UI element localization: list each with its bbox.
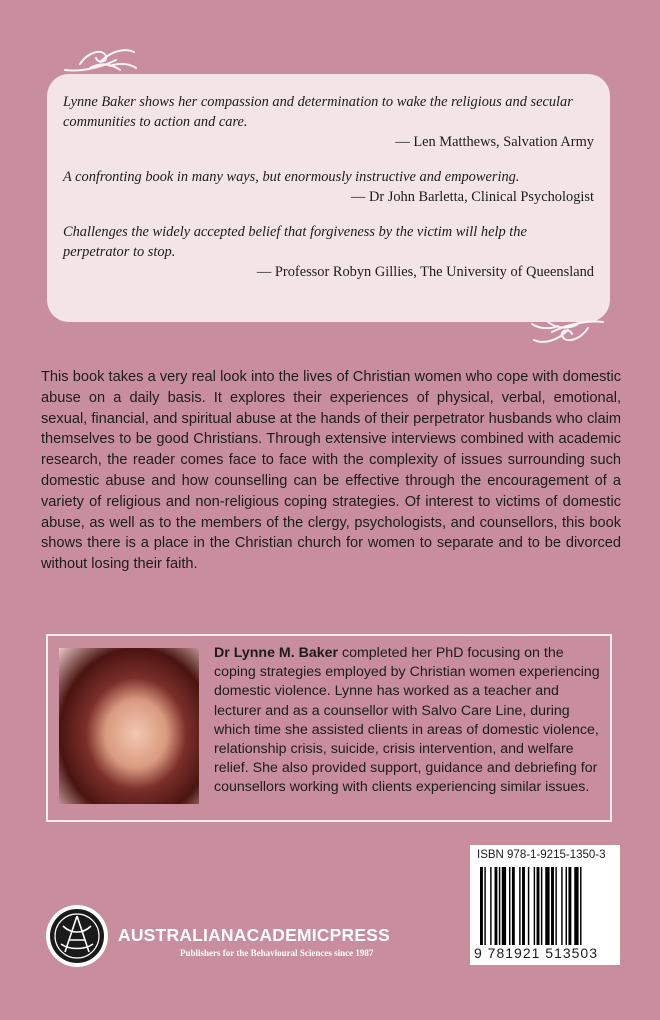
testimonial-text: A confronting book in many ways, but enormously instructive and empowering. (63, 169, 520, 185)
testimonial-attribution: — Len Matthews, Salvation Army (395, 134, 594, 150)
author-bio-text: completed her PhD focusing on the coping strategies employed by Christian women experiencing domestic violence. Lynne has worked as a teacher and lecturer and as a counsellor with Salvo Care Line, during which time she assisted clients in areas of domestic violence, relationship crisis, suicide, crisis intervention, and welfare relief. She also provided support, guidance and debriefing for counsellors working with clients experiencing similar issues. (214, 645, 600, 796)
testimonial-text: Lynne Baker shows her compassion and determination to wake the religious and secular communities to action and care. (63, 94, 573, 130)
barcode-icon (480, 867, 610, 945)
publisher-logo-icon (45, 904, 109, 968)
testimonial-attribution: — Dr John Barletta, Clinical Psychologist (350, 189, 594, 205)
author-name: Dr Lynne M. Baker (214, 645, 339, 661)
flourish-bottom-icon (528, 314, 608, 350)
testimonial (63, 222, 594, 283)
testimonial-attribution: — Professor Robyn Gillies, The University of Queensland (256, 264, 594, 280)
testimonial-text: Challenges the widely accepted belief that forgiveness by the victim will help the perpetrator to stop. (63, 224, 527, 260)
publisher-tagline: Publishers for the Behavioural Sciences since 1987 (180, 948, 374, 958)
testimonial (63, 167, 594, 208)
flourish-top-icon (60, 42, 140, 78)
isbn-digits: 9 781921 513503 (474, 945, 598, 961)
isbn-label: ISBN 978-1-9215-1350-3 (477, 849, 606, 861)
author-bio (214, 644, 606, 798)
testimonials-box (47, 74, 610, 322)
isbn-barcode-box (470, 845, 620, 965)
author-bio-box (46, 634, 612, 822)
publisher-name: AUSTRALIANACADEMICPRESS (118, 925, 390, 945)
book-description: This book takes a very real look into the lives of Christian women who cope with domestic abuse on a daily basis. It explores their experiences of physical, verbal, emotional, sexual, financial, and spiritual abuse at the hands of their perpetrator husbands who claim themselves to be good Christians. Through extensive interviews combined with academic research, the reader comes face to face with the complexity of issues surrounding such domestic abuse and how counselling can be effective through the encouragement of a variety of religious and non-religious coping strategies. Of interest to victims of domestic abuse, as well as to the members of the clergy, psychologists, and counsellors, this book shows there is a place in the Christian church for women to separate and to be divorced without losing their faith. (41, 369, 621, 573)
author-photo (59, 648, 199, 804)
testimonial (63, 92, 594, 153)
